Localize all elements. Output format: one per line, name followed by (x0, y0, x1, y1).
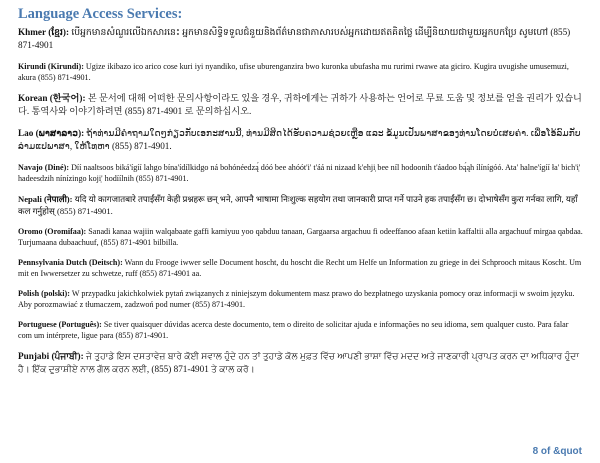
language-name: Lao (ພາສາລາວ): (18, 128, 85, 138)
section-title: Language Access Services: (18, 6, 183, 22)
phone-number: (855) 871-4901 ਤੇ ਕਾਲ ਕਰੋ। (151, 364, 255, 374)
phone-number: (855) 871-4901 aa. (139, 269, 202, 278)
phone-number: (855) 871-4901 (18, 27, 571, 50)
language-name: Khmer (ខ្មែរ): (18, 27, 70, 37)
entry-text: Ugize ikibazo ico arico cose kuri iyi nyandiko, ufise uburenganzira bwo kuronka ubufasha mu rurimi rwawe ata giciro. Kugira uvugishe umusemuzi, akura (18, 62, 569, 82)
entry-khmer (18, 26, 584, 52)
entry-text: Sanadi kanaa wajiin walqabaate gaffi kamiyuu yoo qabduu tanaan, Gargaarsa argachuu fi odeeffanoo afaan ketiin kaffaltii alla argachuuf mirgaa qabdaa. Turjumaana dubaachuuf, (18, 227, 583, 247)
entry-punjabi (18, 350, 584, 376)
entry-text: Wann du Frooge iwwer selle Document hoscht, du hoscht die Recht um Helfe un Information zu griege in dei Schprooch mitaus Koscht. Um mit en Iwwersetzer zu schwetze, ruff (18, 258, 582, 278)
phone-number: (855) 871-4901. (56, 206, 113, 216)
language-name: Korean (한국어): (18, 93, 86, 103)
phone-number: (855) 871-4901. (38, 73, 91, 82)
entry-text: បើអ្នកមានសំណួរលើឯកសារនេះ អ្នកមានសិទ្ធិទទួលជំនួយនិងព័ត៌មានជាភាសារបស់អ្នកដោយឥតគិតថ្លៃ ដើម្បីនិយាយជាមួយអ្នកបកប្រែ សូមហៅ (71, 27, 549, 37)
entry-text: ਜੇ ਤੁਹਾਡੇ ਇਸ ਦਸਤਾਵੇਜ਼ ਬਾਰੇ ਕੋਈ ਸਵਾਲ ਹੁੰਦੇ ਹਨ ਤਾਂ ਤੁਹਾਡੇ ਕੋਲ ਮੁਫ਼ਤ ਵਿੱਚ ਆਪਣੀ ਭਾਸ਼ਾ ਵਿੱਚ ਮਦਦ ਅਤੇ ਜਾਣਕਾਰੀ ਪ੍ਰਾਪਤ ਕਰਨ ਦਾ ਅਧਿਕਾਰ ਹੁੰਦਾ ਹੈ। ਇੱਕ ਦੁਭਾਸ਼ੀਏ ਨਾਲ ਗੱਲ ਕਰਨ ਲਈ, (18, 351, 579, 374)
language-name: Oromo (Oromifaa): (18, 227, 87, 236)
phone-number: (855) 871-4901 로 문의하십시오. (124, 106, 252, 116)
entry-oromo (18, 226, 584, 248)
entry-text: 본 문서에 대해 어떠한 문의사항이라도 있을 경우, 귀하에게는 귀하가 사용하는 언어로 무료 도움 및 정보를 얻을 권리가 있습니다. 통역사와 이야기하려면 (18, 93, 582, 116)
language-name: Nepali (नेपाली): (18, 194, 73, 204)
entry-text: Se tiver quaisquer dúvidas acerca deste documento, tem o direito de solicitar ajuda e informações no seu idioma, sem qualquer custo. Para falar com um intérprete, ligue para (18, 320, 569, 340)
language-name: Polish (polski): (18, 289, 70, 298)
phone-number: (855) 871-4901. (115, 331, 169, 340)
entry-portuguese (18, 319, 584, 341)
entry-text: ຖ້າທ່ານມີຄຳຖາມໃດໆກ່ຽວກັບເອກະສານນີ້, ທ່ານມີສິດໄດ້ຮັບຄວາມຊ່ວຍເຫຼືອ ແລະ ຂໍ້ມູນເປັນພາສາຂອງທ່ານໂດຍບໍ່ເສຍຄ່າ. ເພື່ອໂອ້ລົມກັບລ່າມແປພາສາ, ໃຫ້ໂທຫາ (18, 128, 581, 151)
entry-pennsylvania-dutch (18, 257, 584, 279)
phone-number: (855) 871-4901. (135, 174, 189, 183)
phone-number: (855) 871-4901 bilbilla. (100, 238, 179, 247)
phone-number: (855) 871-4901. (192, 300, 246, 309)
entry-polish (18, 288, 584, 310)
entry-nepali (18, 193, 584, 217)
phone-number: (855) 871-4901. (111, 141, 172, 151)
entry-kirundi (18, 61, 584, 83)
language-entries-list (18, 26, 584, 385)
entry-text: यदि यो कागजातबारे तपाईंसँग केही प्रश्नहरू छन् भने, आफ्नै भाषामा निःशुल्क सहयोग तथा जानकारी प्राप्त गर्ने पाउने हक तपाईंसँग छ। दोभाषेसँग कुरा गर्नका लागि, यहाँ कल गर्नुहोस् (18, 194, 578, 216)
language-name: Pennsylvania Dutch (Deitsch): (18, 258, 123, 267)
entry-navajo (18, 162, 584, 184)
language-name: Portuguese (Português): (18, 320, 102, 329)
entry-korean (18, 92, 584, 118)
language-name: Navajo (Diné): (18, 163, 70, 172)
language-name: Kirundi (Kirundi): (18, 62, 84, 71)
entry-lao (18, 127, 584, 153)
language-name: Punjabi (ਪੰਜਾਬੀ): (18, 351, 84, 361)
entry-text: W przypadku jakichkolwiek pytań związanych z niniejszym dokumentem masz prawo do bezpłatnego uzyskania pomocy oraz informacji w swoim języku. Aby porozmawiać z tłumaczem, zadzwoń pod numer (18, 289, 575, 309)
page-number: 8 of &quot (532, 446, 582, 457)
entry-text: Díí naaltsoos biká'ígíí lahgo bína'ídílkidgo ná bohónéedzą́ dóó bee ahóót'i' t'áá ni nizaad k'ehji̜ bee níl hodoonih t'áadoo bą́ąh ílínígóó. Ata' halne'ígíí ła' bich'i̜' hadeesdzih nínízingo koji̜' hodíílnih (18, 163, 581, 183)
